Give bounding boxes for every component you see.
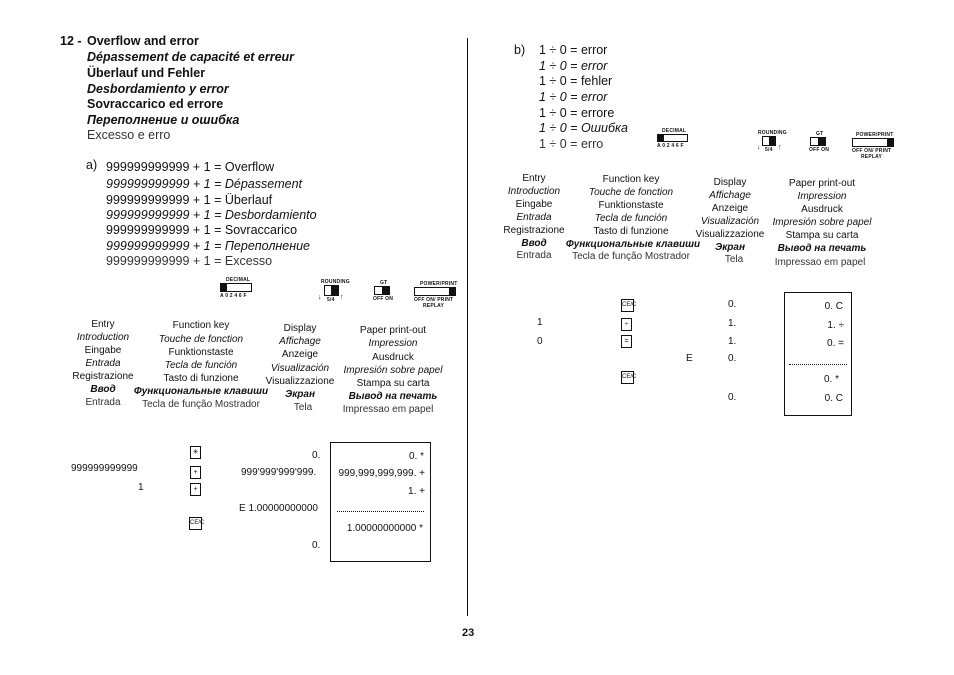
title-de: Überlauf und Fehler	[87, 66, 206, 80]
equals-key[interactable]: =	[621, 335, 632, 348]
rounding-slider	[324, 285, 339, 296]
hdr-b-key-en: Function key	[602, 174, 660, 185]
power-scale-b: OFF ON/ PRINT	[852, 148, 892, 154]
hdr-a-entry-de: Eingabe	[84, 345, 122, 356]
entry-a-1: 999999999999	[71, 463, 138, 474]
example-b-line-de: 1 ÷ 0 = fehler	[539, 74, 613, 88]
gt-knob	[382, 287, 389, 294]
gt-label: GT	[380, 280, 388, 286]
decimal-scale: A 0 2 4 6 F	[220, 293, 247, 299]
hdr-a-key-pt: Tecla de função Mostrador	[142, 399, 260, 410]
decimal-knob-b	[658, 135, 664, 141]
plus-key[interactable]: +	[190, 483, 201, 496]
hdr-a-display-de: Anzeige	[281, 349, 319, 360]
example-a-line-ru: 999999999999 + 1 = Переполнение	[106, 239, 310, 253]
hdr-a-paper-es: Impresión sobre papel	[343, 365, 443, 376]
hdr-b-paper-de: Ausdruck	[801, 204, 843, 215]
round-up-arrow-icon: ↑	[340, 294, 344, 301]
tape-b-line-3: 0. =	[827, 338, 844, 349]
hdr-b-paper-ru: Вывод на печать	[777, 243, 867, 254]
hdr-a-entry-es: Entrada	[85, 358, 121, 369]
example-b-line-en: 1 ÷ 0 = error	[539, 43, 608, 57]
rounding-slider-b	[762, 136, 776, 146]
hdr-a-entry-en: Entry	[91, 319, 115, 330]
hdr-b-paper-pt: Impressao em papel	[774, 257, 866, 268]
rounding-scale: 5/4	[327, 297, 335, 303]
hdr-b-display-fr: Affichage	[709, 190, 751, 201]
tape-b-line-1: 0. C	[824, 301, 843, 312]
tape-a-line-4: 1.00000000000 *	[346, 523, 423, 534]
gt-scale: OFF ON	[373, 296, 394, 302]
tape-b-tear-line	[789, 364, 847, 365]
hdr-a-display-en: Display	[283, 323, 317, 334]
example-b-label: b)	[514, 43, 526, 57]
display-b-1: 0.	[728, 299, 737, 310]
tape-a-tear-line	[337, 511, 424, 512]
rounding-label-b: ROUNDING	[758, 130, 787, 136]
hdr-b-key-fr: Touche de fonction	[588, 187, 674, 198]
hdr-a-paper-ru: Вывод на печать	[348, 391, 438, 402]
hdr-b-paper-es: Impresión sobre papel	[772, 217, 872, 228]
hdr-b-entry-de: Eingabe	[515, 199, 553, 210]
hdr-b-display-ru: Экран	[715, 242, 745, 253]
plus-key[interactable]: +	[190, 466, 201, 479]
power-scale: OFF ON/ PRINT	[414, 297, 454, 303]
example-a-line-pt: 999999999999 + 1 = Excesso	[106, 254, 273, 268]
section-number: 12 -	[60, 34, 82, 48]
display-b-4: 0.	[728, 353, 737, 364]
power-label-b: POWER/PRINT	[856, 132, 894, 138]
hdr-b-key-ru: Функциональные клавиши	[565, 239, 701, 250]
round-down-arrow-icon: ↓	[757, 144, 761, 151]
title-pt: Excesso e erro	[87, 128, 171, 142]
power-knob-b	[887, 139, 893, 146]
hdr-a-paper-de: Ausdruck	[372, 352, 414, 363]
hdr-b-entry-it: Registrazione	[503, 225, 565, 236]
example-a-line-it: 999999999999 + 1 = Sovraccarico	[106, 223, 298, 237]
round-down-arrow-icon: ↓	[318, 294, 322, 301]
gt-knob-b	[818, 138, 825, 145]
hdr-a-entry-it: Registrazione	[72, 371, 134, 382]
hdr-b-key-pt: Tecla de função Mostrador	[572, 251, 690, 262]
hdr-b-display-de: Anzeige	[711, 203, 749, 214]
rounding-scale-b: 5/4	[765, 147, 773, 153]
hdr-b-entry-fr: Introduction	[507, 186, 561, 197]
hdr-b-paper-en: Paper print-out	[788, 178, 856, 189]
power-replay-b: REPLAY	[861, 154, 883, 160]
decimal-scale-b: A 0 2 4 6 F	[657, 143, 684, 149]
display-a-1: 0.	[312, 450, 321, 461]
clear-entry-key[interactable]: CE/C	[189, 517, 202, 530]
tape-b-line-2: 1. ÷	[827, 320, 844, 331]
hdr-b-entry-pt: Entrada	[516, 250, 552, 261]
hdr-a-display-pt: Tela	[293, 402, 313, 413]
entry-b-2: 0	[537, 336, 543, 347]
hdr-a-paper-it: Stampa su carta	[356, 378, 430, 389]
tape-a-line-3: 1. +	[408, 486, 425, 497]
gt-slider-b	[810, 137, 826, 146]
hdr-a-entry-ru: Ввод	[90, 384, 116, 395]
display-b-5: 0.	[728, 392, 737, 403]
hdr-a-paper-fr: Impression	[368, 338, 418, 349]
hdr-a-paper-pt: Impressao em papel	[342, 404, 434, 415]
decimal-label-b: DECIMAL	[662, 128, 687, 134]
hdr-a-display-it: Visualizzazione	[265, 376, 335, 387]
display-b-2: 1.	[728, 318, 737, 329]
example-b-line-it: 1 ÷ 0 = errore	[539, 106, 615, 120]
hdr-b-key-es: Tecla de función	[594, 213, 668, 224]
example-a-label: a)	[86, 158, 98, 172]
entry-a-2: 1	[138, 482, 144, 493]
paper-tape-a	[330, 442, 431, 562]
hdr-b-entry-en: Entry	[522, 173, 546, 184]
rounding-label: ROUNDING	[321, 279, 350, 285]
display-a-2: 999'999'999'999.	[241, 467, 317, 478]
hdr-a-key-fr: Touche de fonction	[158, 334, 244, 345]
rounding-knob-b	[769, 137, 775, 145]
power-label: POWER/PRINT	[420, 281, 458, 287]
power-slider	[414, 287, 456, 296]
tape-b-line-4: 0. *	[823, 374, 839, 385]
hdr-b-paper-fr: Impression	[797, 191, 847, 202]
example-b-line-es: 1 ÷ 0 = error	[539, 90, 608, 104]
display-a-3: E 1.00000000000	[239, 503, 318, 514]
display-a-4: 0.	[312, 540, 321, 551]
page-number: 23	[462, 627, 475, 639]
decimal-slider-b	[657, 134, 688, 142]
hdr-a-entry-pt: Entrada	[85, 397, 121, 408]
display-b-3: 1.	[728, 336, 737, 347]
hdr-a-display-es: Visualización	[270, 363, 330, 374]
title-ru: Переполнение и ошибка	[87, 113, 240, 127]
gt-label-b: GT	[816, 131, 824, 137]
hdr-a-key-ru: Функциональные клавиши	[133, 386, 269, 397]
hdr-b-entry-ru: Ввод	[521, 238, 547, 249]
title-es: Desbordamiento y error	[87, 82, 229, 96]
hdr-b-display-it: Visualizzazione	[695, 229, 765, 240]
tape-b-line-5: 0. C	[824, 393, 843, 404]
round-up-arrow-icon: ↑	[778, 144, 782, 151]
example-b-line-fr: 1 ÷ 0 = error	[539, 59, 608, 73]
tape-a-line-2: 999,999,999,999. +	[338, 468, 425, 479]
power-slider-b	[852, 138, 894, 147]
rounding-knob	[331, 286, 338, 295]
example-a-line-de: 999999999999 + 1 = Überlauf	[106, 193, 273, 207]
decimal-slider	[220, 283, 252, 292]
hdr-b-key-it: Tasto di funzione	[593, 226, 669, 237]
paper-tape-b	[784, 292, 852, 416]
hdr-b-paper-it: Stampa su carta	[785, 230, 859, 241]
total-key[interactable]: ✳	[190, 446, 201, 459]
hdr-a-key-de: Funktionstaste	[168, 347, 234, 358]
example-a-line-en: 999999999999 + 1 = Overflow	[106, 160, 275, 174]
power-knob	[449, 288, 455, 295]
hdr-a-key-it: Tasto di funzione	[163, 373, 239, 384]
example-b-line-pt: 1 ÷ 0 = erro	[539, 137, 604, 151]
example-a-line-fr: 999999999999 + 1 = Dépassement	[106, 177, 302, 191]
clear-entry-key[interactable]: CE/C	[621, 371, 634, 384]
column-divider	[467, 38, 468, 616]
hdr-b-display-es: Visualización	[700, 216, 760, 227]
display-b-error-flag: E	[686, 353, 693, 364]
decimal-knob	[221, 284, 227, 291]
hdr-b-entry-es: Entrada	[516, 212, 552, 223]
hdr-a-paper-en: Paper print-out	[359, 325, 427, 336]
gt-scale-b: OFF ON	[809, 147, 830, 153]
clear-entry-key[interactable]: CE/C	[621, 299, 634, 312]
decimal-label: DECIMAL	[226, 277, 251, 283]
hdr-a-display-ru: Экран	[285, 389, 315, 400]
entry-b-1: 1	[537, 317, 543, 328]
title-it: Sovraccarico ed errore	[87, 97, 224, 111]
power-replay: REPLAY	[423, 303, 445, 309]
title-fr: Dépassement de capacité et erreur	[87, 50, 295, 64]
divide-key[interactable]: ÷	[621, 318, 632, 331]
example-a-line-es: 999999999999 + 1 = Desbordamiento	[106, 208, 317, 222]
hdr-a-entry-fr: Introduction	[76, 332, 130, 343]
gt-slider	[374, 286, 390, 295]
hdr-b-display-pt: Tela	[724, 254, 744, 265]
title-en: Overflow and error	[87, 34, 199, 48]
example-b-line-ru: 1 ÷ 0 = Ошибка	[539, 121, 628, 135]
tape-a-line-1: 0. *	[408, 451, 424, 462]
hdr-b-display-en: Display	[713, 177, 747, 188]
hdr-b-key-de: Funktionstaste	[598, 200, 664, 211]
hdr-a-key-en: Function key	[172, 320, 230, 331]
hdr-a-display-fr: Affichage	[279, 336, 321, 347]
hdr-a-key-es: Tecla de función	[164, 360, 238, 371]
